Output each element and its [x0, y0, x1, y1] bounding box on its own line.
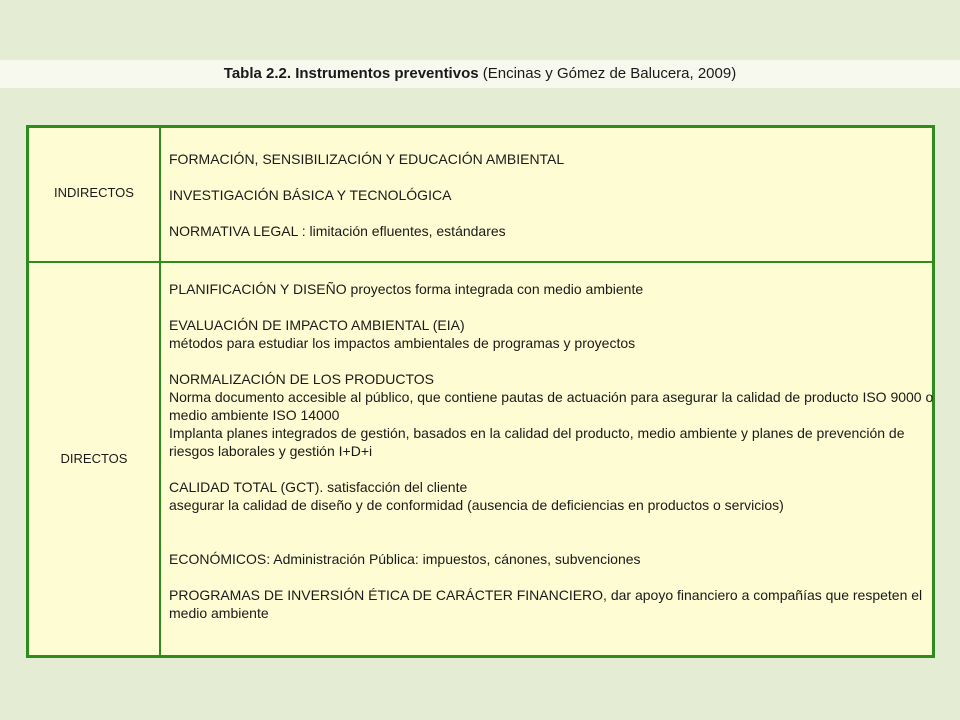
row-label-indirectos: INDIRECTOS — [54, 185, 134, 200]
directos-line: asegurar la calidad de diseño y de conformidad (ausencia de deficiencias en productos o servicios) — [169, 497, 784, 513]
indirectos-content — [169, 150, 934, 240]
instruments-table — [26, 125, 935, 658]
directos-line: CALIDAD TOTAL (GCT). satisfacción del cliente — [169, 479, 468, 495]
directos-line: PROGRAMAS DE INVERSIÓN ÉTICA DE CARÁCTER FINANCIERO, dar apoyo financiero a compañías que respeten el medio ambiente — [169, 587, 923, 621]
directos-line: EVALUACIÓN DE IMPACTO AMBIENTAL (EIA) — [169, 317, 465, 333]
caption-source: (Encinas y Gómez de Balucera, 2009) — [478, 65, 737, 82]
row-divider — [29, 261, 932, 263]
indirectos-line: NORMATIVA LEGAL : limitación efluentes, estándares — [169, 223, 506, 239]
directos-content — [169, 280, 934, 622]
directos-line: Norma documento accesible al público, que contiene pautas de actuación para asegurar la calidad de producto ISO 9000 o medio ambiente ISO 14000 — [169, 389, 934, 423]
directos-line: PLANIFICACIÓN Y DISEÑO proyectos forma integrada con medio ambiente — [169, 281, 644, 297]
directos-line: Implanta planes integrados de gestión, basados en la calidad del producto, medio ambiente y planes de prevención de riesgos laborales y gestión I+D+i — [169, 425, 905, 459]
directos-line: métodos para estudiar los impactos ambientales de programas y proyectos — [169, 335, 636, 351]
row-label-directos: DIRECTOS — [60, 451, 128, 466]
directos-line: ECONÓMICOS: Administración Pública: impuestos, cánones, subvenciones — [169, 551, 641, 567]
table-caption — [0, 60, 960, 88]
column-divider — [159, 128, 161, 655]
indirectos-line: INVESTIGACIÓN BÁSICA Y TECNOLÓGICA — [169, 187, 452, 203]
directos-line: NORMALIZACIÓN DE LOS PRODUCTOS — [169, 371, 435, 387]
caption-title: Tabla 2.2. Instrumentos preventivos — [223, 65, 479, 82]
indirectos-line: FORMACIÓN, SENSIBILIZACIÓN Y EDUCACIÓN AMBIENTAL — [169, 151, 565, 167]
